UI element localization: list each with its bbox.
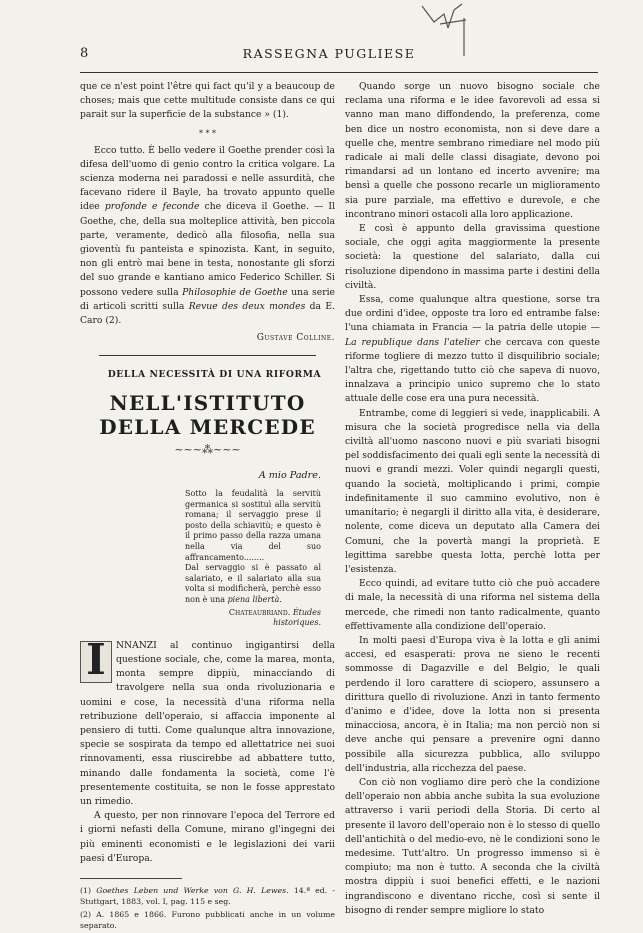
paragraph [345, 293, 600, 407]
footnote-rule [80, 878, 182, 879]
text-run: che diceva il Goethe. — Il Goethe, che, della sua molteplice attività, ben piccola parte, veramente, dedicò alla filosofia, nella sua gioventù fu panteista e spinozista. Kant, in seguito, non gli entrò mai bene in testa, nonostante gli sforzi del suo grande e kantiano amico Federico Schiller. Si possono vedere sulla [80, 201, 336, 298]
right-column [345, 80, 600, 918]
italic-run: Revue des deux mondes [188, 300, 306, 312]
epigraph-author [185, 608, 321, 629]
text-run: una serie di articoli scritti sulla [80, 286, 335, 312]
paragraph: Con ciò non vogliamo dire però che la condizione dell'operaio non abbia anche subìta la sua evoluzione attraverso i varii periodi della Storia. Di certo al presente il lavoro dell'operaio non è lo stesso di quello dell'antichità o del medio-evo, nè le condizioni sono le medesime. Tutt'altro. Un progresso immenso si è compiuto; ma non è tutto. A seconda che la civiltà mostra dippiù i suoi benefici effetti, e le nazioni ingrandiscono e diventano ricche, così si sente il bisogno di render sempre migliore lo stato [345, 776, 600, 916]
footnote: (2) A. 1865 e 1866. Furono pubblicati anche in un volume separato. [80, 910, 335, 931]
drop-cap: I [80, 641, 112, 683]
epigraph-line: Sotto la feudalità la servitù germanica si sostituì alla servitù romana; il servaggio prese il posto della schiavitù; e questo è il primo passo della razza umana nella via del suo affrancamento........ [185, 489, 321, 562]
author-signature: Gustave Colline. [256, 333, 335, 344]
section-asterisks: * * * [198, 128, 217, 138]
text-run: 14.ª ed. - Stuttgart, 1883, vol. I, pag. 115 e seg. [80, 886, 335, 907]
text-run: (1) [80, 886, 97, 896]
paragraph: que ce n'est point l'être qui fact qu'il y a beaucoup de choses; mais que cette multitude consiste dans ce qui parait sur la superficie de la substance » (1). [80, 81, 335, 121]
paragraph [80, 144, 335, 329]
italic-run: piena libertà. [227, 595, 282, 604]
text-run: NNANZI al continuo ingigantirsi della questione sociale, che, come la marea, monta, monta sempre dippiù, minacciando di travolgere nella sua onda rivoluzionaria e uomini e cose, la necessità d'una riforma nella retribuzione dell'operaio, si affaccia imponente al pensiero di tutti. Come qualunque altra innovazione, specie se sospirata da tempo ed allettatrice nei suoi rinnovamenti, essa riuscirebbe ad abbattere tutto, minando dalle fondamenta la società, come l'è presentemente costituita, se non le fosse apprestato un rimedio. [80, 639, 335, 808]
text-run: che cercava con queste riforme togliere di mezzo tutto il disquilibrio sociale; l'altra che, rigettando tutto ciò che sapeva di nuovo, innalzava a principio unico supremo che lo stato attuale delle cose era una pura necessità. [345, 336, 600, 405]
paragraph: In molti paesi d'Europa viva è la lotta e gli animi accesi, ed esasperati: prova ne sieno le recenti sommosse di Dagazville e del Belgio, le quali perdendo il loro carattere di sciopero, assunsero a dirittura quello di rivoluzione. Anzi in tanto fermento d'animo e d'idee, dove la lotta non si presenta minacciosa, ancora, è in Italia; ma non perciò non si deve anche qui pensare a prevenire ogni danno possibile alla sicurezza pubblica, allo sviluppo dell'industria, alla ricchezza del paese. [345, 634, 600, 774]
text-run: Essa, come qualunque altra questione, sorse tra due ordini d'idee, opposte tra loro ed entrambe false: l'una chiamata in Francia — la patria delle utopie — [345, 294, 600, 334]
article-title: NELL'ISTITUTO DELLA MERCEDE [99, 390, 316, 439]
dedication: A mio Padre. [258, 469, 321, 481]
article-kicker: DELLA NECESSITÀ DI UNA RIFORMA [107, 369, 322, 381]
text-run: Ecco tutto. È bello vedere il Goethe prender così la difesa dell'uomo di genio contro la critica volgare. La scienza moderna nei paradossi e nelle assurdità, che facevano ridere il Bayle, ha trovato appunto quelle idee [80, 144, 335, 213]
paragraph: Ecco quindi, ad evitare tutto ciò che può accadere di male, la necessità di una riforma nel sistema della mercede, che rimedi non tanto radicalmente, quanto effettivamente alla condizione dell'operaio. [345, 578, 600, 632]
paragraph: E così è appunto della gravissima questione sociale, che oggi agita maggiormente la presente società: la questione del salariato, dalla cui risoluzione dipendono in massima parte i destini della civiltà. [345, 223, 600, 291]
article-divider [99, 355, 316, 356]
header-rule [80, 72, 598, 73]
paragraph: Quando sorge un nuovo bisogno sociale che reclama una riforma e le idee favorevoli ad essa si vanno man mano diffondendo, la preferenza, come ben dice un nostro economista, non si deve dare a quelle che, mentre sembrano rimediare nel modo più radicale ai mali delle classi disagiate, devono poi rimandarsi ad un lontano ed incerto avvenire; ma bensì a quelle che possono recarle un miglioramento sia pure parziale, ma effettivo e durevole, e che incontrano minori ostacoli alla loro applicazione. [345, 81, 600, 220]
page-number: 8 [80, 46, 89, 61]
running-title: RASSEGNA PUGLIESE [242, 46, 416, 61]
epigraph-line [185, 563, 321, 605]
italic-run: profonde e feconde [104, 201, 200, 213]
epigraph-author-name: Chateaubriand. [228, 607, 293, 617]
left-column [80, 80, 335, 933]
epigraph-work: Études historiques. [273, 607, 321, 628]
italic-run: La republique dans l'atelier [345, 336, 480, 348]
paragraph [80, 634, 335, 809]
footnote [80, 885, 335, 907]
footnotes [80, 885, 335, 931]
title-ornament: ~~~⁂~~~ [174, 442, 241, 456]
epigraph [185, 489, 321, 629]
text-run: da E. Caro (2). [80, 300, 335, 327]
text-run: Dal servaggio si è passato al salariato, e il salariato alla sua volta si modificherà, perchè esso non è una [185, 563, 321, 604]
page-header [80, 46, 578, 66]
italic-run: Philosophie de Goethe [182, 286, 288, 298]
paragraph: A questo, per non rinnovare l'epoca del Terrore ed i giorni nefasti della Comune, mirano gl'ingegni dei più eminenti economisti e le legislazioni dei varii paesi d'Europa. [80, 810, 335, 864]
paragraph: Entrambe, come di leggieri si vede, inapplicabili. A misura che la società progredisce nella via della civiltà all'uomo nascono nuovi e più svariati bisogni pel soddisfacimento dei quali egli sente la necessità di nuovi e grandi mezzi. Voler quindi negargli questi, quando la società, moltiplicando i primi, compie indefinitamente il suo cammino evolutivo, non è umanitario; è negargli il diritto alla vita, è desiderare, nolente, come diceva un deputato alla Camera dei Comuni, che la povertà mangi la proprietà. E legittima sarebbe questa lotta, perchè lotta per l'esistenza. [345, 407, 600, 575]
italic-run: Goethes Leben und Werke von G. H. Lewes. [96, 886, 289, 896]
